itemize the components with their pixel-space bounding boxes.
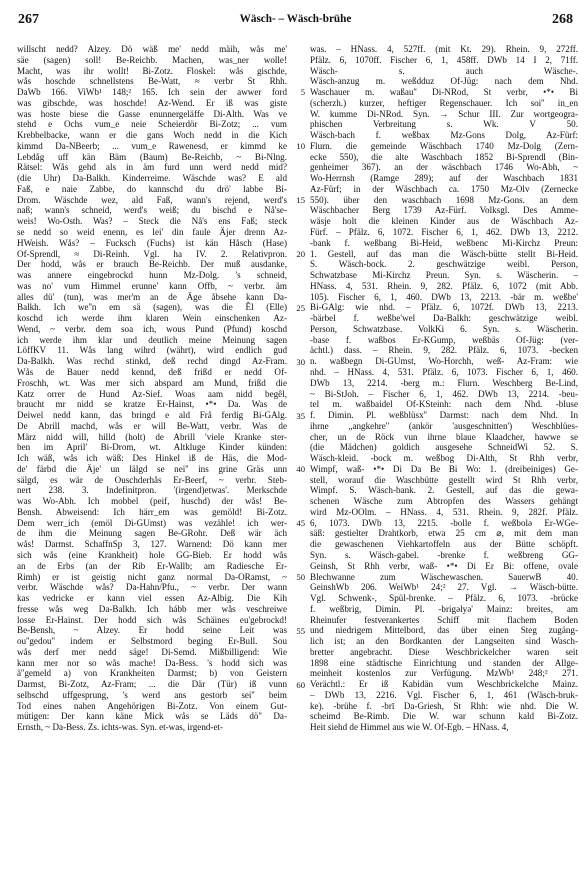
text-line: bretter angebracht. Diese Weschbrickelcher waren seit (310, 646, 578, 657)
line-number: 10 (296, 141, 305, 152)
text-line: Faß, e naie Zabbe, do kannschd du drö' labbe Bi- (17, 183, 287, 194)
text-line: Wäsch-bach f. weßbax Mz-Gons Dolg, Az-Fürf: (310, 130, 578, 141)
text-line: phischen Verbreitung s. Wk. V 50. (310, 119, 578, 130)
text-line: ächtl.) dass. – Rhein. 9, 282. Pfälz. 6, 1073. -becken (310, 345, 578, 356)
text-line: ä''gemeld a) von Krankheiten Darmst; b) von Geistern (17, 668, 287, 679)
text-line: nert 238. 3. Indefinitpron. '(irgend)etwas'. Merkschde (17, 485, 287, 496)
text-line: De Abrill machd, wås er will Be-Watt, verbr. Was de (17, 420, 287, 431)
text-line: braucht mr nidd se kratze Er-Hainst, •*• Da. Was de (17, 399, 287, 410)
text-line: Rätsel: Wås gehd als in äm furd unn werd nedd mid? (17, 162, 287, 173)
text-line: Tod eines nahen Angehörigen Bi-Zotz. Von einem Gut- (17, 700, 287, 711)
text-line: säß: gestielter Drahtkorb, etwa 25 cm ⌀, mit dem man (310, 528, 578, 539)
text-line: Macht, was ihr wollt! Bi-Zotz. Floskel: wås gischde, (17, 65, 287, 76)
text-line: selbschd uffgesprung, 's werd ans gestorb sei'' beim (17, 689, 287, 700)
text-line: stell, worauf die Waschbütte gestellt wird St Rhh verbr, (310, 474, 578, 485)
text-line: Az-Fürf; in der Wäschbach ca. 1750 Mz-Olv (Zernecke (310, 183, 578, 194)
text-line: GeinshWb 206. WeiWb¹ 24;² 27. Vgl. → Wäsch-bütte. (310, 582, 578, 593)
text-line: Froschh, wt. Was mer sich abspard am Mund, frißd die (17, 377, 287, 388)
text-line: -bärbel f. weßbe'wel Da-Balkh: geschwätzige weibl. (310, 313, 578, 324)
text-line: was annere eingebrockd hunn Mz-Dolg. 's schneid, (17, 270, 287, 281)
text-line: Wimpf. S. Wäsch-bank. 2. Gestell, auf das die gewa- (310, 485, 578, 496)
text-line: Verächtl.: Er iß Kabidän vum Weschbrickelche Mainz. (310, 679, 578, 690)
text-line: ihrne „angkehre'' (ankör 'ausgeschnitten') Weschblües- (310, 420, 578, 431)
text-line: losse Er-Hainst. Der hodd sich wås Schäines eu'gebrockd! (17, 614, 287, 625)
text-line: Ich wäß, wås ich wäß: Des Hinkel iß de Häs, die Mod- (17, 453, 287, 464)
text-line: willscht nedd? Alzey. Dö wäß me' nedd mäih, wås me' (17, 44, 287, 54)
right-column (310, 44, 578, 733)
text-line: 550). über den waschbach 1698 Mz-Gons. an dem (310, 194, 578, 205)
text-line: Schwatzbase Mi-Kirchz Preun. Syn. s. Wäscherin. – (310, 270, 578, 281)
line-number: 45 (296, 518, 305, 529)
text-line: Lebdåg uff kän Bäm (Baum) Be-Reichb, ~ Bi-Nlng. (17, 151, 287, 162)
text-line: die gewaschenen Viehkartoffeln aus der Bütte schöpft. (310, 539, 578, 550)
text-line: Heit siehd de Himmel aus wie W. Of-Egb. – HNass. 4, (310, 722, 509, 733)
text-line: de' färbd die Äje' un lälgd se nei'' ins grine Gräs unn (17, 463, 287, 474)
text-line: DWb 13, 2214. -berg m.: Flurn. Weschberg Be-Lind, (310, 377, 578, 388)
text-line: (die Mädchen) goldich ausgesehe SchneidWi 52. S. (310, 442, 578, 453)
text-line: wäsje holt die kleinen Kinder aus de Wäschbach Az- (310, 216, 578, 227)
text-line: ~ Bi-StJoh. – Fischer 6, 1, 462. DWb 13, 2214. -beu- (310, 388, 578, 399)
text-line: kas vedricke er kann viel essen Az-Albig. Die Kih (17, 593, 287, 604)
page-header (18, 12, 573, 32)
text-line: Fürf. – Pfälz. 6, 1072. Fischer 6, 1, 462. DWb 13, 2212. (310, 227, 578, 238)
line-number: 30 (296, 356, 305, 367)
text-line: Wend, ~ verbr. dem soa ich, wous Pund (Pfund) koschd (17, 323, 287, 334)
text-line: -bank f. weßbang Bi-Heid, weßbenc Mi-Kirchz Preun: (310, 237, 578, 248)
text-line: 105). Fischer 6, 1, 460. DWb 13, 2213. -bär m. weßbe' (310, 291, 578, 302)
text-line: (die Uhr) Da-Balkh. Kinderreime. Wäschde was? E ald (17, 173, 287, 184)
line-number-gutter (291, 44, 307, 864)
text-line: n. waßbegn Di-GUmst, Wo-Horchh, weß- Az-Fram: wie (310, 356, 578, 367)
text-line: nhd. – HNass. 4, 531. Pfälz. 6, 1073. Fischer 6, 1, 460. (310, 366, 578, 377)
text-line: (scherzh.) kurzer, heftiger Regenschauer. Ich soi'' in_en (310, 97, 578, 108)
text-line: Geinsh, St Rhh verbr, waß- •*• Di Er Bi: offene, ovale (310, 560, 578, 571)
text-line: wås! Darmst. SchaffnSp 3, 127. Warnend: Dö kann mer (17, 539, 287, 550)
text-line: Rheinufer festverankertes Schiff mit flachem Boden (310, 614, 578, 625)
text-line: was Wo-Abh. Ich mobbel (peif, huschd) der wås! Be- (17, 496, 287, 507)
text-line: Dem werr_ich (emöl Di-GUmst) was vezähle! ich wer- (17, 517, 287, 528)
text-line: koschd ich werde ihm klaren Wein einschenken Az- (17, 313, 287, 324)
text-line: W. kumme Di-NRod. Syn. → Schur III. Zur wortgeogra- (310, 108, 578, 119)
text-line: lich ist; an den Bordkanten der Langseiten sind Wasch- (310, 636, 578, 647)
text-line: und niedrigem Mittelbord, das über einen Steg zugäng- (310, 625, 578, 636)
text-line: Drom. Wäschde wez, ald Faß, wann's rejend, werd's (17, 194, 287, 205)
text-line: was. – HNass. 4, 527ff. (mit Kt. 29). Rhein. 9, 272ff. (310, 44, 578, 54)
text-line: tel m. waßbaidel Of-KSteinh: nach dem Nhd. -bluse (310, 399, 578, 410)
text-line: März nidd will, hilld (holt) de Abrill 'viele Kranke ster- (17, 431, 287, 442)
line-number: 25 (296, 302, 305, 313)
text-line: Wäsch- s. auch Wäsche-. (310, 65, 578, 76)
text-line: verbr. Wäschde wås? Da-Hahn/Pfu., ~ verbr. Der wann (17, 582, 287, 593)
text-line: alles dü' (tun), was mer'm an de Äge åbsehe kann Da- (17, 291, 287, 302)
text-line: Wäschbacher Berg 1739 Az-Fürf. Volksgl. Des Amme- (310, 205, 578, 216)
text-line: Ernsth, ~ Da-Bess. Zs. ichts-was. Syn. et-was, irgend-et- (17, 722, 224, 733)
text-line: ou''gedou'' indem er Selbstmord beging Er-Bull. Sou (17, 636, 287, 647)
text-line: – DWb 13, 2216. Vgl. Fischer 6, 1, 461 (Wäsch-bruk- (310, 689, 578, 700)
text-line: -base f. waßbos Er-KGump, weßbäs Of-Jüg: (ver- (310, 334, 578, 345)
text-line: naß; wann's schneid, werd's weiß; du bischd e Nå'se- (17, 205, 287, 216)
text-line: Bensh. Abweisend: Ich härr_em was gemöld! Bi-Zotz. (17, 506, 287, 517)
text-line: Vgl. Schwenk-, Spül-brenke. – Pfälz. 6, 1073. -brücke (310, 593, 578, 604)
line-number: 55 (296, 626, 305, 637)
text-line: Deiwel nedd kann, das bringd e ald Frå ferdig Bi-GAlg. (17, 410, 287, 421)
left-column (17, 44, 287, 733)
text-line: ben im April' Bi-Drom, wt. Altkluge Kinder künden: (17, 442, 287, 453)
text-line: HNass. 4, 531. Rhein. 9, 282. Pfälz. 6, 1072 (mit Abb. (310, 280, 578, 291)
text-line: Wimpf, waß- •*• Di Da Be Bi Wo: 1. (dreibeiniges) Ge- (310, 463, 578, 474)
text-line: säe (sagen) soll! Be-Reichb. Machen, was_ner wolle! (17, 54, 287, 65)
text-line: sich wås (eine Krankheit) hole GG-Bieb. Er hodd wås (17, 549, 287, 560)
text-line: Blechwanne zum Wäschewaschen. SauerwB 40. (310, 571, 578, 582)
text-line: wås derf mer nedd säge! Di-Semd. Mißbilligend: Wie (17, 646, 287, 657)
text-line: Wås de Bauer nedd kennd, deß frißd er nedd Of- (17, 366, 287, 377)
text-line: scheimd Be-Rimb. Die W. war schunn kald Bi-Zotz. (310, 711, 578, 722)
text-line: se nedd so weid enenn, es lei' din faule Äjer drenn Az- (17, 227, 287, 238)
running-title: Wäsch- – Wäsch-brühe (239, 13, 352, 25)
text-line: Darmst, Bi-Zotz, Az-Fram; ... die Där (Tür) iß vunn (17, 679, 287, 690)
text-line: HWeish. Wås? – Fucksch (Fuchs) ist kän Håsch (Hase) (17, 237, 287, 248)
text-line: kimmd Da-NBeerb; ... vum_e Rawenesd, er kimmd ke (17, 140, 287, 151)
text-line: Wäsch-kleid. -bock m. weßbog Di-Alth, St Rhh verbr, (310, 453, 578, 464)
text-line: genheimer 367). an der wäschbach 1746 Wo-Abh, ~ (310, 162, 578, 173)
text-line: meinheit kostenlos zur Verfügung. MzWb¹ 248;² 271. (310, 668, 578, 679)
text-line: f. Dimin. Pl. weßblüsx'' Darmst: nach dem Nhd. In (310, 410, 578, 421)
text-line: Bi-GAlg: wie nhd. – Pfälz. 6, 1072f. DWb 13, 2213. (310, 302, 578, 313)
text-line: Pfälz. 6, 1070ff. Fischer 6, 1, 458ff. DWb 14 I 2, 71ff. (310, 54, 578, 65)
text-line: Person, Schwatzbase. VolkKi 6. Syn. s. Wäscherin. (310, 323, 578, 334)
text-line: an de Erbs (an der Rib Er-Wallb; am Radiesche Er- (17, 560, 287, 571)
text-line: f. weßbrig, Dimin. Pl. -brigəlyə' Mainz: breites, am (310, 603, 578, 614)
text-line: Of-Sprendl, ≈ Di-Reinh. Vgl. ha IV. 2. Relativpron. (17, 248, 287, 259)
text-line: stehd e Ochs vum_e neie Scheierdör Bi-Zotz; ... vum (17, 119, 287, 130)
text-line: Krebbelbacke, wann er die gans Woch nedd in die Kich (17, 130, 287, 141)
text-line: 1. Gestell, auf das man die Wäsch-bütte stellt Bi-Heid. (310, 248, 578, 259)
text-line: Balkh. Ich we''n em sä (sagen), was die Êl (Elle) (17, 302, 287, 313)
text-line: Da-Balkh. Was rechd stinkd, deß rechd dingd Az-Fram. (17, 356, 287, 367)
text-line: 1898 eine städtische Einrichtung und standen der Allge- (310, 657, 578, 668)
text-line: S. Wäsch-bock. 2. geschwätzige weibl. Person, (310, 259, 578, 270)
text-line: Der hodd, wås er brauch Be-Reichb. Der muß ausdanke, (17, 259, 287, 270)
text-line: mütigen: Der kann käne Mick wås se Läds dö'' Da- (17, 711, 287, 722)
text-line: cher, un de Röck vun ihrne blaue Klaadcher, hawwe se (310, 431, 578, 442)
text-line: DaWb 166. ViWb¹ 148;² 165. Ich sein der awwer ford (17, 87, 287, 98)
line-number: 35 (296, 410, 305, 421)
text-line: schenen Wäsche zum Abtropfen des Wassers gehängt (310, 496, 578, 507)
text-line: was gibschde, was hoschde! Az-Wend. Er iß was giste (17, 97, 287, 108)
text-line: Katz orrer de Hund Az-Sief. Woas aam nidd begêl, (17, 388, 287, 399)
text-line: was no' vum Himmel erunne' kann Offb, ~ verbr. äm (17, 280, 287, 291)
text-line: Syn. s. Wäsch-gabel. -brenke f. weßbreng GG- (310, 549, 578, 560)
page-number-left: 267 (18, 12, 39, 27)
page-number-right: 268 (552, 12, 573, 27)
text-line: 6, 1073. DWb 13, 2215. -bolle f. weßbolə Er-WGe- (310, 517, 578, 528)
text-line: weis! Wo-Osth. Was? – Steck die Nå's ens Faß; steck (17, 216, 287, 227)
text-line: wird Mz-OOlm. – HNass. 4, 531. Rhein. 9, 282f. Pfälz. (310, 506, 578, 517)
text-line: Rimh) er ist geistig nicht ganz normal Da-ORamst, ~ (17, 571, 287, 582)
line-number: 20 (296, 248, 305, 259)
text-line: ich werde ihm klar und deutlich meine Meinung sagen (17, 334, 287, 345)
text-line: Flurn. die gemeinde Wäschbach 1740 Mz-Dolg (Zern- (310, 140, 578, 151)
text-line: Wäsch-anzug m. weßdduz Of-Jüg: nach dem Nhd. (310, 76, 578, 87)
line-number: 5 (300, 87, 305, 98)
line-number: 15 (296, 194, 305, 205)
text-line: LöffKV 11. Wås lang wihrd (währt), wird endlich gud (17, 345, 287, 356)
text-line: de ihm die Meinung sagen Be-GRohr. Deß wär äch (17, 528, 287, 539)
line-number: 60 (296, 680, 305, 691)
text-line: Be-Bensh, ~ Alzey. Er hodd seine Leit was (17, 625, 287, 636)
text-line: ke). -brühe f. -brī Da-Griesh, St Rhh: wie nhd. Die W. (310, 700, 578, 711)
text-line: fresse wås weg Da-Balkh. Ich hább mer wås veschreiwe (17, 603, 287, 614)
line-number: 40 (296, 464, 305, 475)
text-line: sälgd, es wär de Ouschderhås Er-Beerf, ~ verbr. Steb- (17, 474, 287, 485)
text-line: Waschauer m. waßau'' Di-NRod, St verbr, •*• Bi (310, 87, 578, 98)
text-line: Wo-Herrnsh (Ramge 289); auf der Waschbach 1831 (310, 173, 578, 184)
text-line: kann mer nor so wås mache! Da-Bess. 's hodd sich was (17, 657, 287, 668)
text-line: ecke 550), die alte Waschbach 1852 Bi-Sprendl (Bin- (310, 151, 578, 162)
line-number: 50 (296, 572, 305, 583)
text-line: wås hoschde schnellstens Be-Watt, ≈ verbr St Rhh. (17, 76, 287, 87)
text-line: was hoste biese die Gasse enunnergeläffe Di-Alth. Was ve (17, 108, 287, 119)
